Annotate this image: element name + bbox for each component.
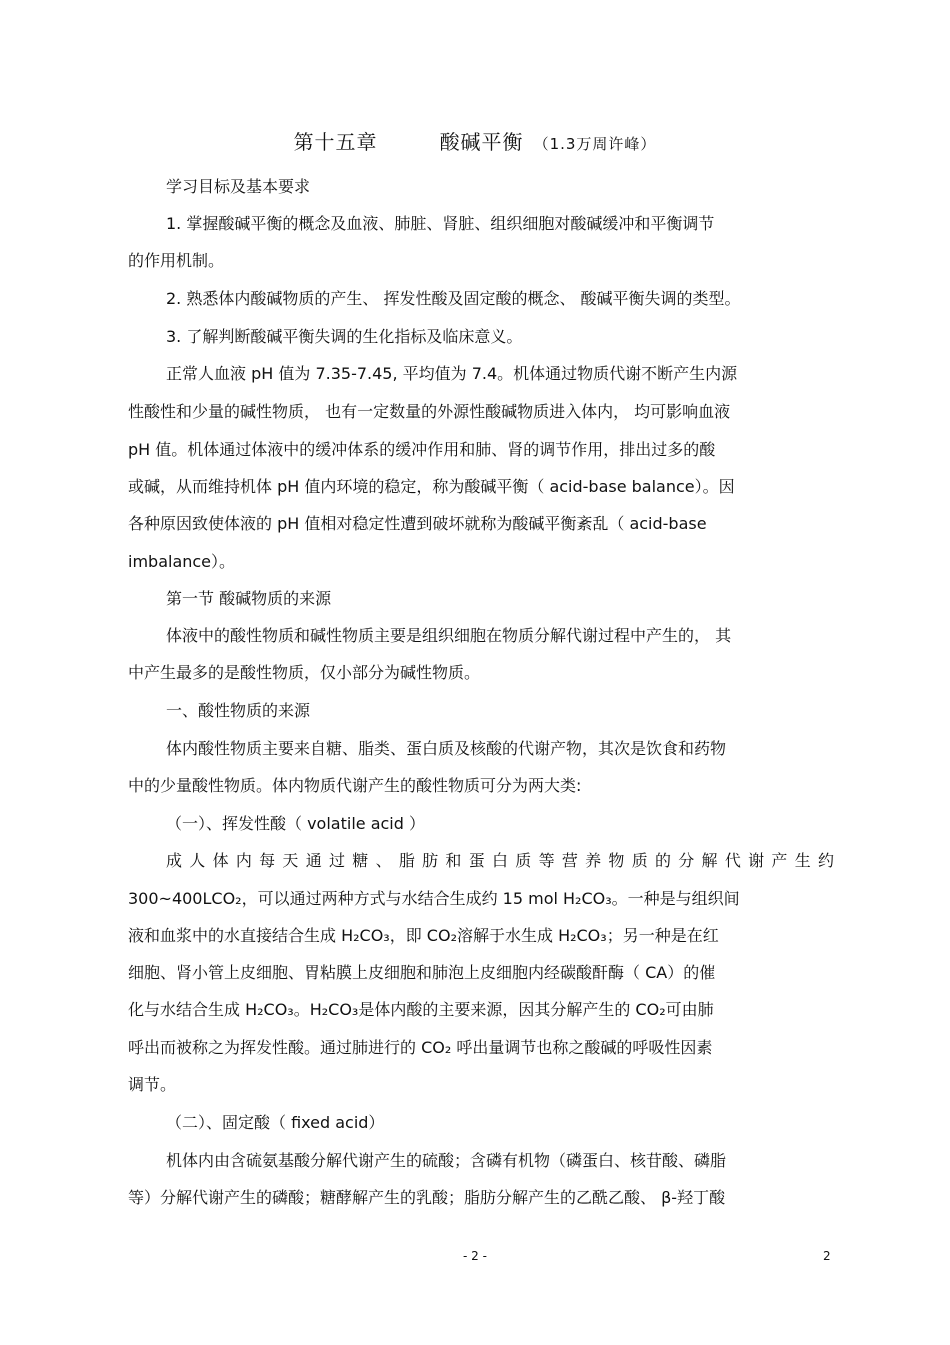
objective-2: 2. 熟悉体内酸碱物质的产生、 挥发性酸及固定酸的概念、 酸碱平衡失调的类型。 [166,289,741,308]
paragraph-line: 体液中的酸性物质和碱性物质主要是组织细胞在物质分解代谢过程中产生的， 其 [166,626,732,645]
paragraph-line: 调节。 [128,1075,177,1094]
paragraph-line: 各种原因致使体液的 pH 值相对稳定性遭到破坏就称为酸碱平衡紊乱（ acid-base [128,514,707,533]
paragraph-line: 性酸性和少量的碱性物质， 也有一定数量的外源性酸碱物质进入体内， 均可影响血液 [128,402,731,421]
paragraph-line: imbalance）。 [128,552,236,571]
page-number: 2 [823,1249,831,1263]
paragraph-line: 化与水结合生成 H₂CO₃。H₂CO₃是体内酸的主要来源，因其分解产生的 CO₂可由肺 [128,1000,714,1019]
paragraph-line: 或碱，从而维持机体 pH 值内环境的稳定，称为酸碱平衡（ acid-base balance）。因 [128,477,735,496]
objective-1-line-2: 的作用机制。 [128,251,225,270]
objective-3: 3. 了解判断酸碱平衡失调的生化指标及临床意义。 [166,327,523,346]
paragraph-line: 中的少量酸性物质。体内物质代谢产生的酸性物质可分为两大类: [128,776,582,795]
paragraph-line: 成人体内每天通过糖、脂肪和蛋白质等营养物质的分解代谢产生约 [166,851,834,870]
paragraph-line: 体内酸性物质主要来自糖、脂类、蛋白质及核酸的代谢产物，其次是饮食和药物 [166,739,727,758]
subsection-heading-acid-sources: 一、酸性物质的来源 [166,701,311,720]
paragraph-line: pH 值。机体通过体液中的缓冲体系的缓冲作用和肺、肾的调节作用，排出过多的酸 [128,440,716,459]
subheading-fixed-acid: （二）、固定酸（ fixed acid） [166,1113,385,1132]
paragraph-line: 等）分解代谢产生的磷酸；糖酵解产生的乳酸；脂肪分解产生的乙酰乙酸、 β-羟丁酸 [128,1188,726,1207]
paragraph-line: 正常人血液 pH 值为 7.35-7.45, 平均值为 7.4。机体通过物质代谢不断产生内源 [166,364,738,383]
page-label: - 2 - [463,1249,487,1263]
paragraph-line: 细胞、肾小管上皮细胞、胃粘膜上皮细胞和肺泡上皮细胞内经碳酸酐酶（ CA）的催 [128,963,716,982]
paragraph-line: 300~400LCO₂，可以通过两种方式与水结合生成约 15 mol H₂CO₃。一种是与组织间 [128,889,740,908]
paragraph-line: 液和血浆中的水直接结合生成 H₂CO₃，即 CO₂溶解于水生成 H₂CO₃；另一种是在红 [128,926,719,945]
paragraph-line: 中产生最多的是酸性物质，仅小部分为碱性物质。 [128,663,481,682]
section-heading-1: 第一节 酸碱物质的来源 [166,589,332,608]
paragraph-line: 机体内由含硫氨基酸分解代谢产生的硫酸；含磷有机物（磷蛋白、核苷酸、磷脂 [166,1151,727,1170]
chapter-number: 第十五章 [293,130,378,154]
objective-1-line-1: 1. 掌握酸碱平衡的概念及血液、肺脏、肾脏、组织细胞对酸碱缓冲和平衡调节 [166,214,715,233]
chapter-note: （1.3万周许峰） [533,135,657,153]
section-heading-objectives: 学习目标及基本要求 [166,177,311,196]
paragraph-line: 呼出而被称之为挥发性酸。通过肺进行的 CO₂ 呼出量调节也称之酸碱的呼吸性因素 [128,1038,713,1057]
chapter-name: 酸碱平衡 [439,130,524,154]
chapter-title [0,126,950,155]
subheading-volatile-acid: （一）、挥发性酸（ volatile acid ） [166,814,425,833]
